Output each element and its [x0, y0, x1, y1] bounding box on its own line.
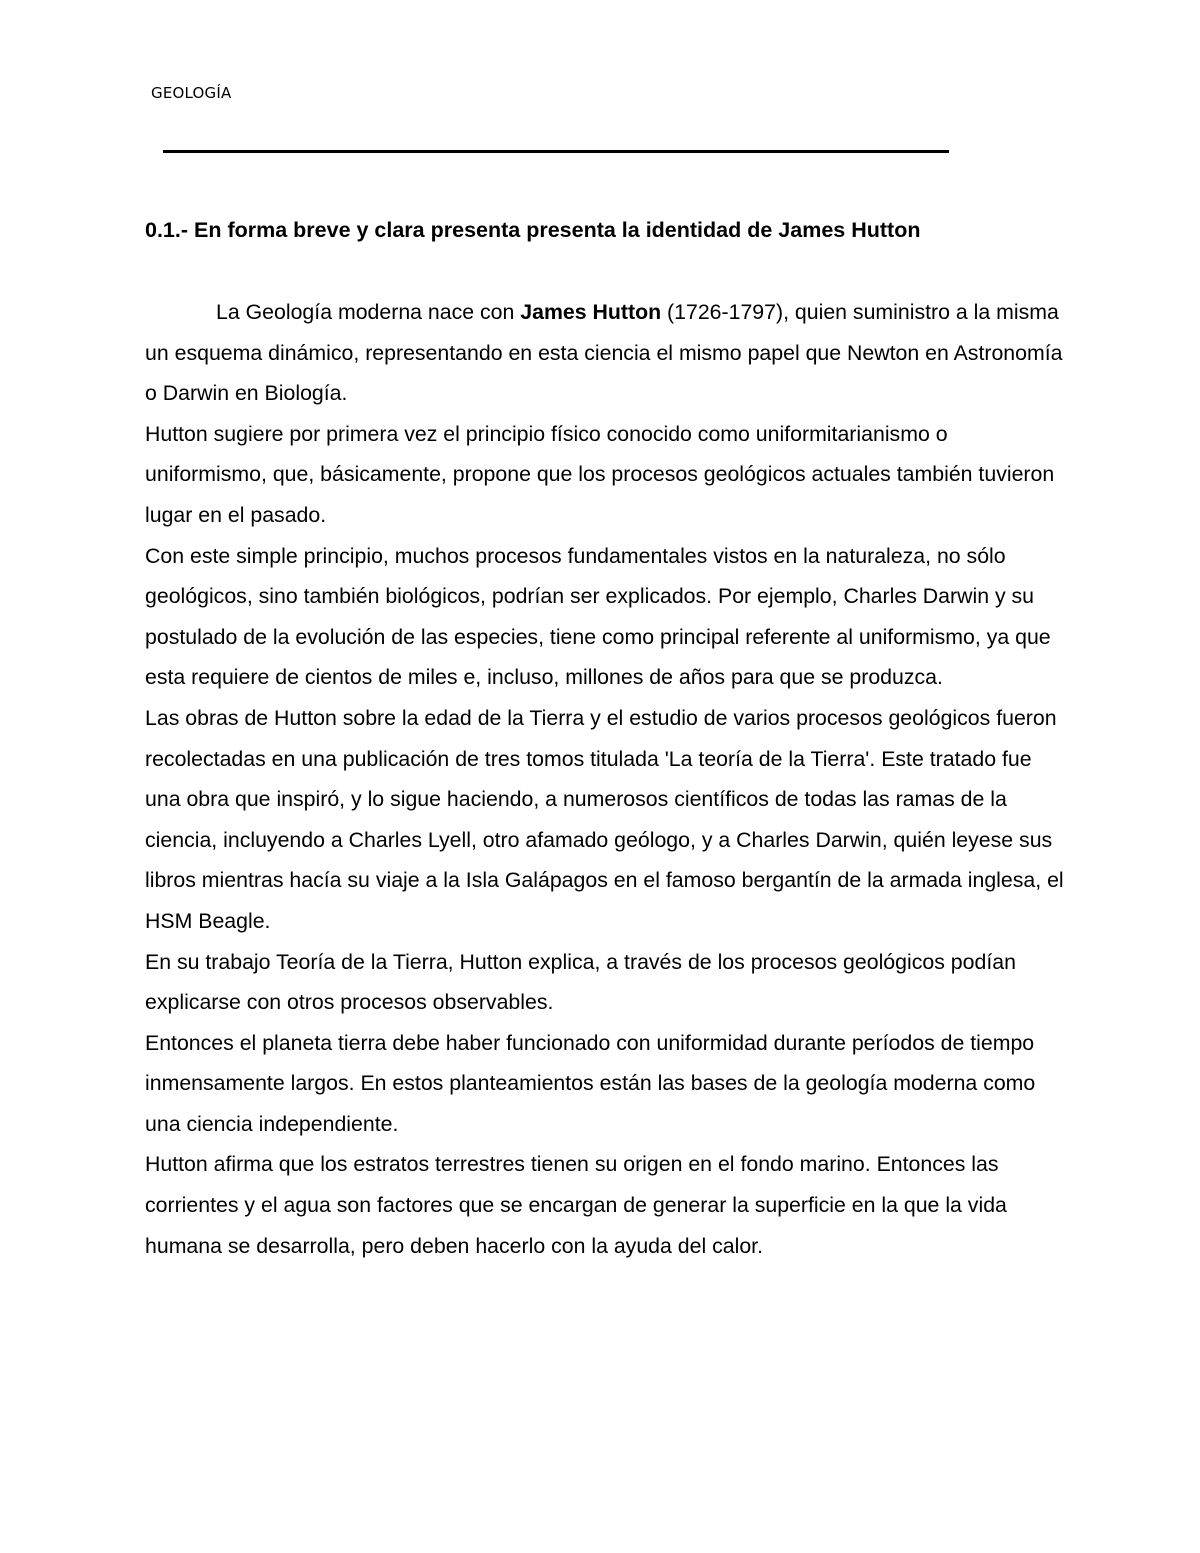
answer-body — [145, 292, 1070, 1266]
paragraph-6: Entonces el planeta tierra debe haber funcionado con uniformidad durante períodos de tiempo inmensamente largos. En estos planteamientos están las bases de la geología moderna como una ciencia independiente. — [145, 1030, 1036, 1136]
hutton-name: James Hutton — [520, 300, 662, 324]
subject-header: GEOLOGÍA — [151, 84, 232, 102]
question-heading: 0.1.- En forma breve y clara presenta presenta la identidad de James Hutton — [145, 218, 921, 242]
paragraph-7: Hutton afirma que los estratos terrestres tienen su origen en el fondo marino. Entonces las corrientes y el agua son factores que se encargan de generar la superficie en la que la vida humana se desarrolla, pero deben hacerlo con la ayuda del calor. — [145, 1152, 1007, 1258]
paragraph-2: Hutton sugiere por primera vez el principio físico conocido como uniformitarianismo o uniformismo, que, básicamente, propone que los procesos geológicos actuales también tuvieron lugar en el pasado. — [145, 421, 1055, 527]
paragraph-3: Con este simple principio, muchos procesos fundamentales vistos en la naturaleza, no sólo geológicos, sino también biológicos, podrían ser explicados. Por ejemplo, Charles Darwin y su postulado de la evolución de las especies, tiene como principal referente al uniformismo, ya que esta requiere de cientos de miles e, incluso, millones de años para que se produzca. — [145, 543, 1051, 690]
paragraph-1 — [145, 292, 1070, 414]
paragraph-4: Las obras de Hutton sobre la edad de la Tierra y el estudio de varios procesos geológicos fueron recolectadas en una publicación de tres tomos titulada 'La teoría de la Tierra'. Este tratado fue una obra que inspiró, y lo sigue haciendo, a numerosos científicos de todas las ramas de la ciencia, incluyendo a Charles Lyell, otro afamado geólogo, y a Charles Darwin, quién leyese sus libros mientras hacía su viaje a la Isla Galápagos en el famoso bergantín de la armada inglesa, el HSM Beagle. — [145, 705, 1064, 933]
paragraph-5: En su trabajo Teoría de la Tierra, Hutton explica, a través de los procesos geológicos podían explicarse con otros procesos observables. — [145, 949, 1016, 1015]
paragraph-1-intro: La Geología moderna nace con — [216, 300, 521, 324]
paragraph-1-rest: (1726-1797), quien suministro a la misma un esquema dinámico, representando en esta ciencia el mismo papel que Newton en Astronomía o Darwin en Biología. — [145, 300, 1063, 406]
header-divider — [163, 150, 949, 153]
